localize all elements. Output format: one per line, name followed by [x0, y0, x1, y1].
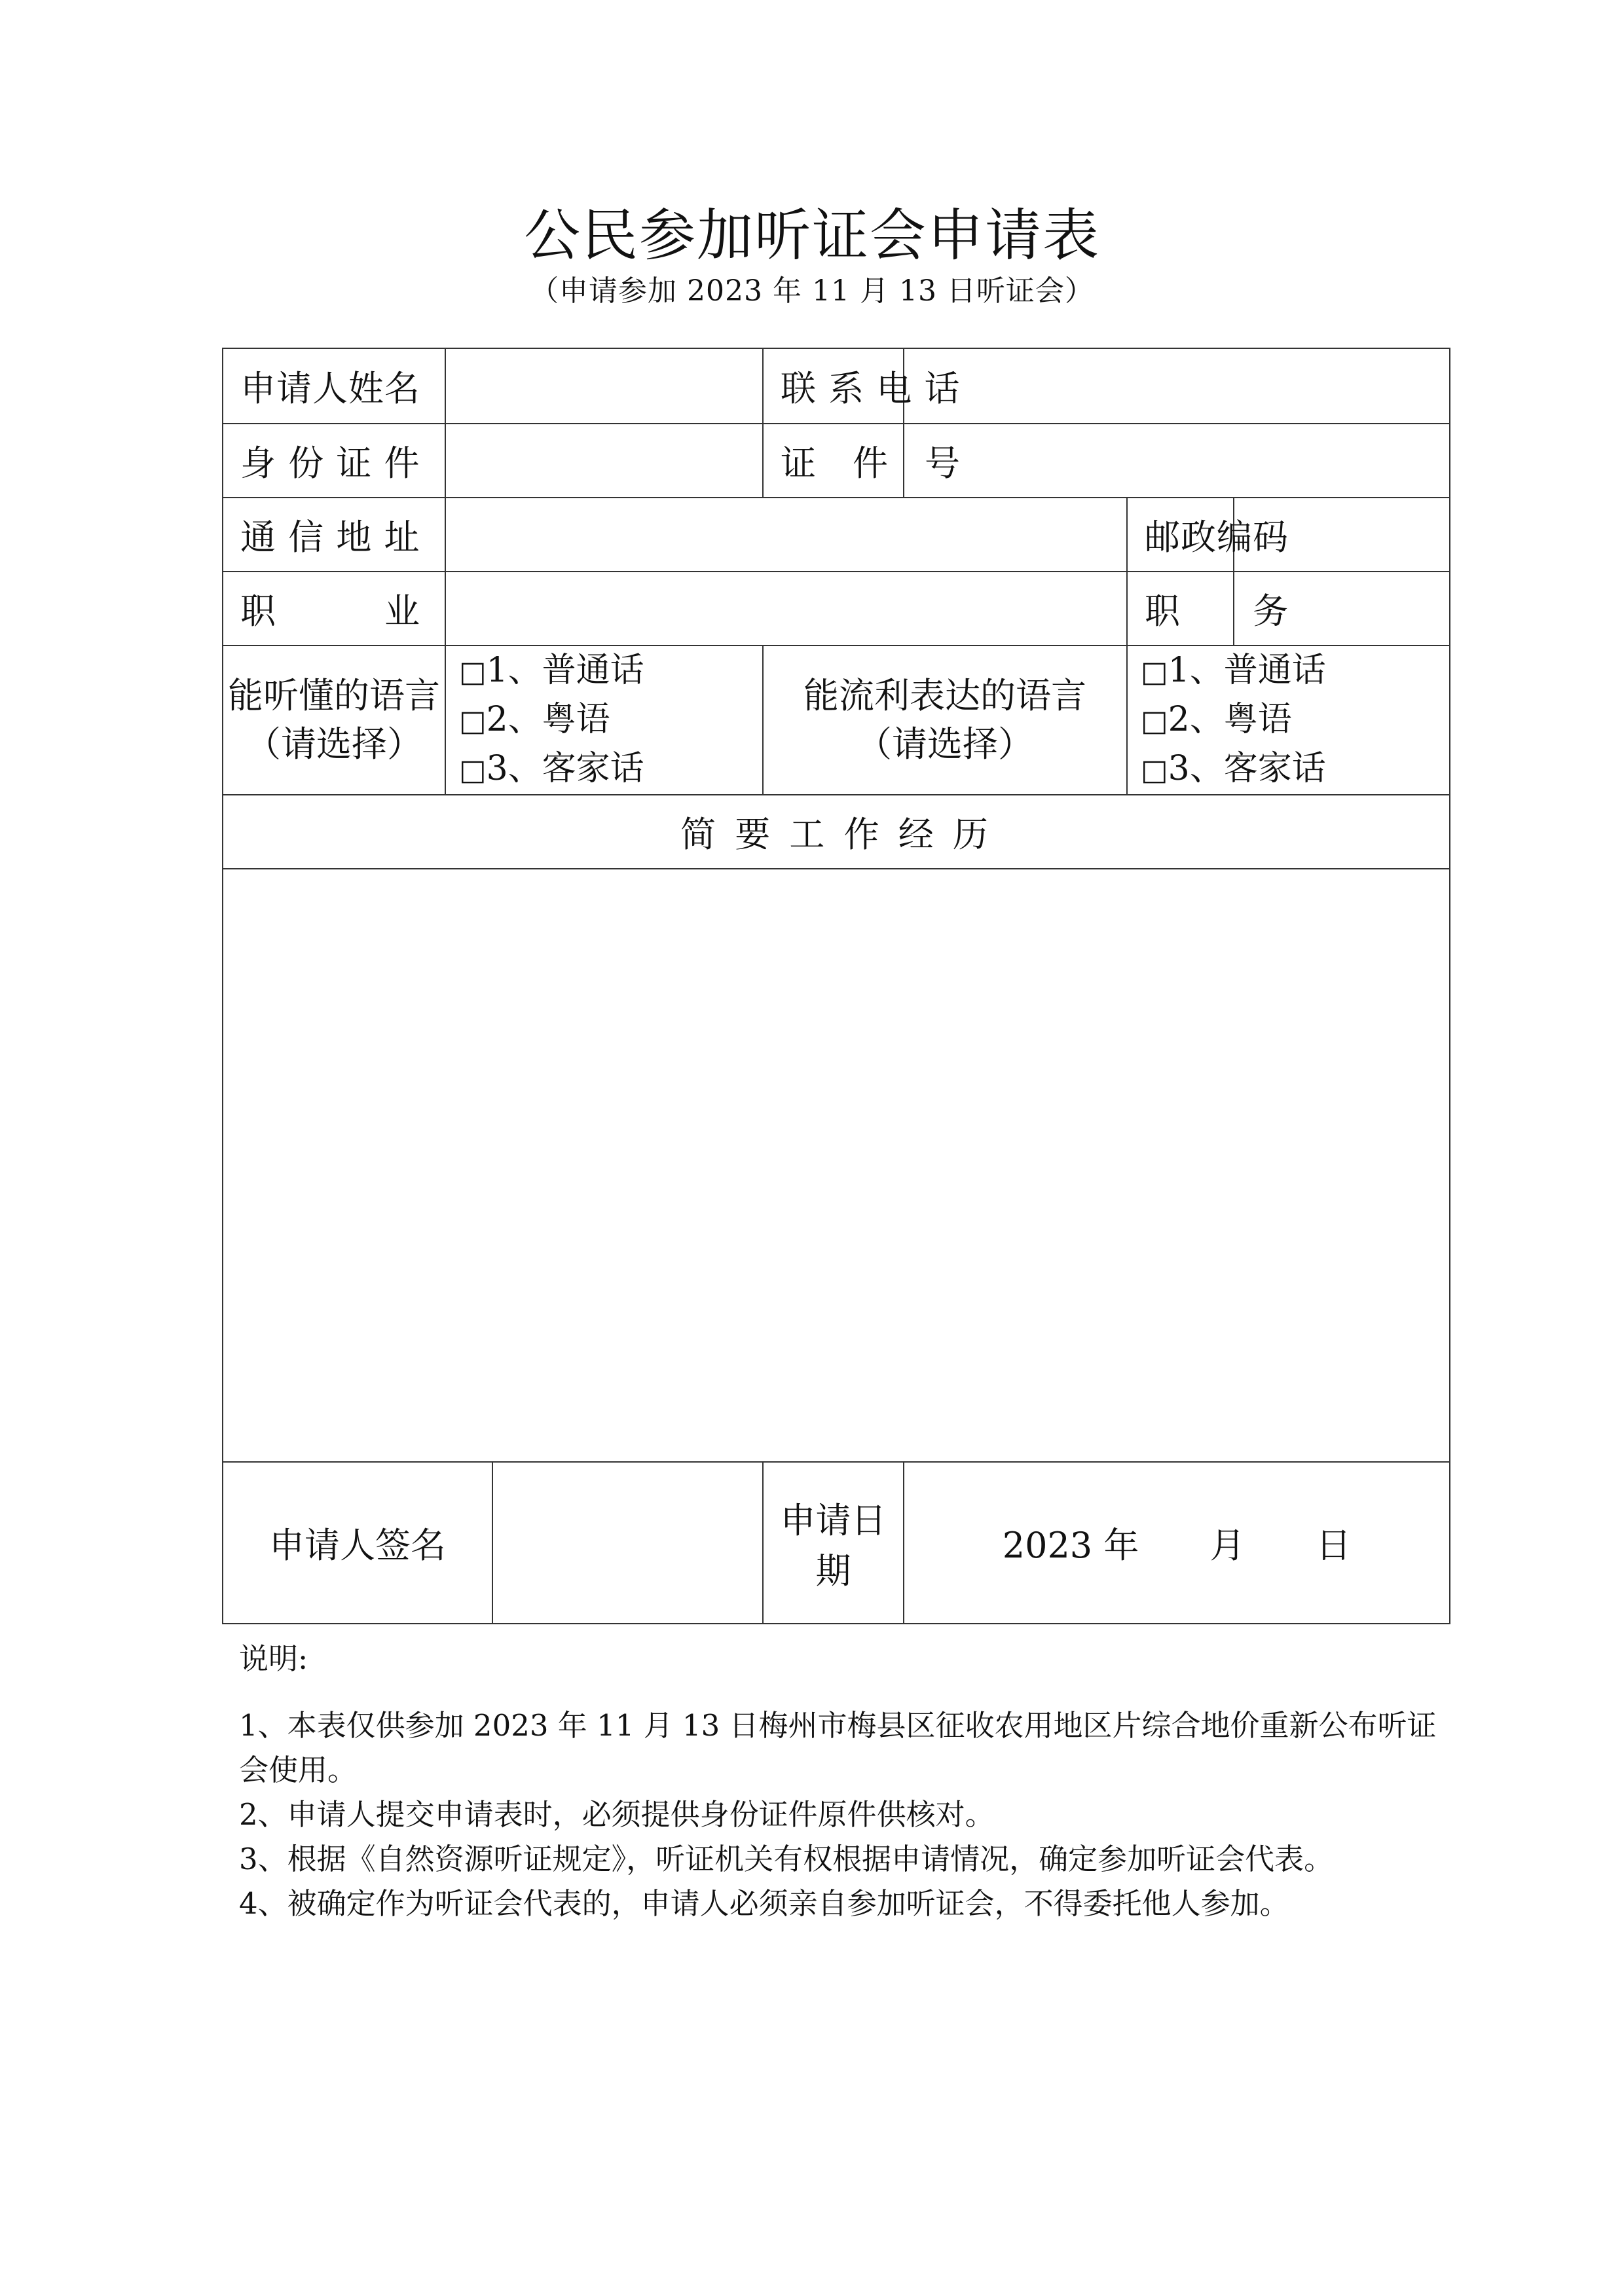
occupation-label: 职 业 — [223, 572, 445, 646]
work-history-field[interactable] — [223, 869, 1450, 1462]
note-item-2: 2、申请人提交申请表时，必须提供身份证件原件供核对。 — [239, 1797, 995, 1832]
id-number-label: 证 件 号 — [763, 424, 904, 498]
notes-heading: 说明: — [239, 1641, 308, 1676]
application-date-field[interactable]: 2023 年 月 日 — [904, 1462, 1450, 1624]
postcode-label: 邮政编码 — [1127, 498, 1234, 572]
checkbox-icon[interactable]: □ — [1141, 704, 1168, 738]
fluent-option-cantonese[interactable]: □2、粤语 — [1141, 699, 1292, 739]
occupation-field[interactable] — [445, 572, 1127, 646]
phone-field[interactable] — [904, 348, 1450, 424]
work-history-heading: 简 要 工 作 经 历 — [223, 795, 1450, 869]
checkbox-icon[interactable]: □ — [459, 704, 487, 738]
understand-language-label-cell — [223, 646, 445, 795]
fluent-language-hint: （请选择） — [857, 723, 1034, 765]
signature-field[interactable] — [492, 1462, 763, 1624]
understand-option-cantonese[interactable]: □2、粤语 — [459, 699, 610, 739]
address-label: 通 信 地 址 — [223, 498, 445, 572]
id-number-field[interactable] — [904, 424, 1450, 498]
understand-option-hakka[interactable]: □3、客家话 — [459, 748, 644, 788]
id-document-field[interactable] — [445, 424, 763, 498]
note-item-1: 1、本表仅供参加 2023 年 11 月 13 日梅州市梅县区征收农用地区片综合地价重新公布听证会使用。 — [239, 1708, 1437, 1787]
checkbox-icon[interactable]: □ — [459, 655, 487, 689]
checkbox-icon[interactable]: □ — [1141, 655, 1168, 689]
understand-option-mandarin[interactable]: □1、普通话 — [459, 650, 644, 690]
signature-label: 申请人签名 — [223, 1462, 492, 1624]
fluent-language-label: 能流利表达的语言 — [803, 675, 1087, 716]
page-subtitle: （申请参加 2023 年 11 月 13 日听证会） — [530, 274, 1094, 308]
position-label: 职 务 — [1127, 572, 1234, 646]
checkbox-icon[interactable]: □ — [1141, 753, 1168, 787]
page-title: 公民参加听证会申请表 — [524, 203, 1100, 268]
applicant-name-field[interactable] — [445, 348, 763, 424]
id-document-label: 身 份 证 件 — [223, 424, 445, 498]
notes-section — [239, 1637, 1457, 1926]
fluent-language-options — [1127, 646, 1450, 795]
note-item-3: 3、根据《自然资源听证规定》，听证机关有权根据申请情况，确定参加听证会代表。 — [239, 1842, 1334, 1876]
application-form-table — [222, 348, 1450, 1624]
address-field[interactable] — [445, 498, 1127, 572]
understand-language-options — [445, 646, 763, 795]
note-item-4: 4、被确定作为听证会代表的，申请人必须亲自参加听证会，不得委托他人参加。 — [239, 1886, 1289, 1921]
fluent-option-hakka[interactable]: □3、客家话 — [1141, 748, 1326, 788]
checkbox-icon[interactable]: □ — [459, 753, 487, 787]
application-date-label: 申请日期 — [763, 1462, 904, 1624]
fluent-option-mandarin[interactable]: □1、普通话 — [1141, 650, 1326, 690]
understand-language-label: 能听懂的语言 — [228, 675, 440, 716]
applicant-name-label: 申请人姓名 — [223, 348, 445, 424]
understand-language-hint: （请选择） — [246, 723, 422, 765]
phone-label: 联 系 电 话 — [763, 348, 904, 424]
fluent-language-label-cell — [763, 646, 1127, 795]
